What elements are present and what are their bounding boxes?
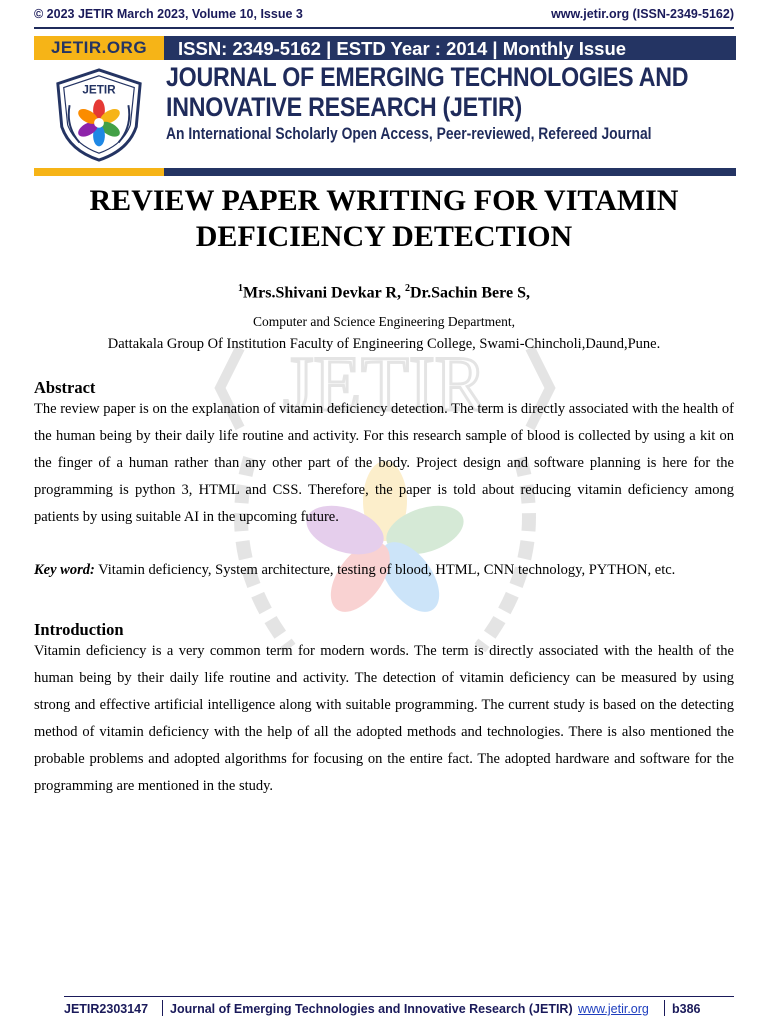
author-line (0, 283, 768, 302)
department-text: Computer and Science Engineering Department, (252, 314, 516, 329)
banner-bottom-accent (34, 168, 164, 176)
journal-subtitle: An International Scholarly Open Access, Peer-reviewed, Refereed Journal (166, 125, 652, 143)
banner-top-bar (34, 36, 736, 60)
footer-journal-name: Journal of Emerging Technologies and Innovative Research (JETIR) (170, 1002, 573, 1016)
introduction-heading: Introduction (34, 620, 124, 639)
issn-line: ISSN: 2349-5162 | ESTD Year : 2014 | Monthly Issue (178, 38, 627, 59)
keywords-line (34, 562, 734, 579)
banner-bottom-bar (34, 168, 736, 176)
page-number: b386 (672, 1002, 701, 1016)
institution-text: Dattakala Group Of Institution Faculty of Engineering College, Swami-Chincholi,Daund,Pune. (107, 336, 661, 352)
paper-title (40, 183, 728, 255)
header-divider (34, 27, 734, 29)
site-issn-text: www.jetir.org (ISSN-2349-5162) (551, 7, 734, 21)
author2-number: 2 (404, 283, 410, 294)
journal-title-line1: JOURNAL OF EMERGING TECHNOLOGIES AND (166, 62, 689, 92)
banner-body (34, 60, 736, 168)
jetir-logo-icon (50, 66, 148, 164)
author1-name: Mrs.Shivani Devkar R, (243, 284, 401, 302)
copyright-text: © 2023 JETIR March 2023, Volume 10, Issue 3 (34, 7, 303, 21)
brand-label: JETIR.ORG (34, 36, 164, 60)
keywords-text: Vitamin deficiency, System architecture, testing of blood, HTML, CNN technology, PYTHON, etc. (94, 562, 676, 578)
footer-divider (64, 996, 734, 997)
abstract-body: The review paper is on the explanation of vitamin deficiency detection. The term is directly associated with the health of the human being by their daily life routine and activity. For this research sample of blood is collected by using a kit on the finger of a human rather than any other part of the body. Project design and software planning is here for the programming is python 3, HTML and CSS. Therefore, the paper is told about reducing vitamin deficiency among patients by using suitable AI in the upcoming future. (34, 401, 734, 525)
author2-name: Dr.Sachin Bere S, (409, 284, 530, 302)
abstract-heading: Abstract (34, 378, 96, 397)
footer-separator (162, 1000, 163, 1016)
page-header (34, 7, 734, 23)
journal-title-line2: INNOVATIVE RESEARCH (JETIR) (166, 92, 522, 122)
paper-title-line2: DEFICIENCY DETECTION (195, 220, 573, 253)
paper-id: JETIR2303147 (64, 1002, 149, 1016)
paper-title-line1: REVIEW PAPER WRITING FOR VITAMIN (89, 184, 679, 217)
author1-number: 1 (238, 283, 244, 294)
svg-text:JETIR: JETIR (82, 83, 116, 97)
page-footer (64, 999, 734, 1017)
introduction-body: Vitamin deficiency is a very common term for modern words. The term is directly associated with the health of the human being by their daily life routine and activity. The detection of vitamin deficiency can be measured by using strong and effective artificial intelligence along with suitable programming. The current study is based on the detecting method of vitamin deficiency with the help of all the adopted methods and technologies. There is also mentioned the probable problems and adopted algorithms for focusing on the entire fact. The adopted hardware and software for the programming are mentioned in the study. (34, 643, 734, 794)
footer-website-link[interactable]: www.jetir.org (578, 1002, 649, 1016)
journal-title (166, 62, 689, 122)
footer-separator (664, 1000, 665, 1016)
keywords-label: Key word: (34, 562, 95, 578)
watermark-text: JETIR (283, 340, 487, 427)
journal-banner (34, 36, 736, 176)
